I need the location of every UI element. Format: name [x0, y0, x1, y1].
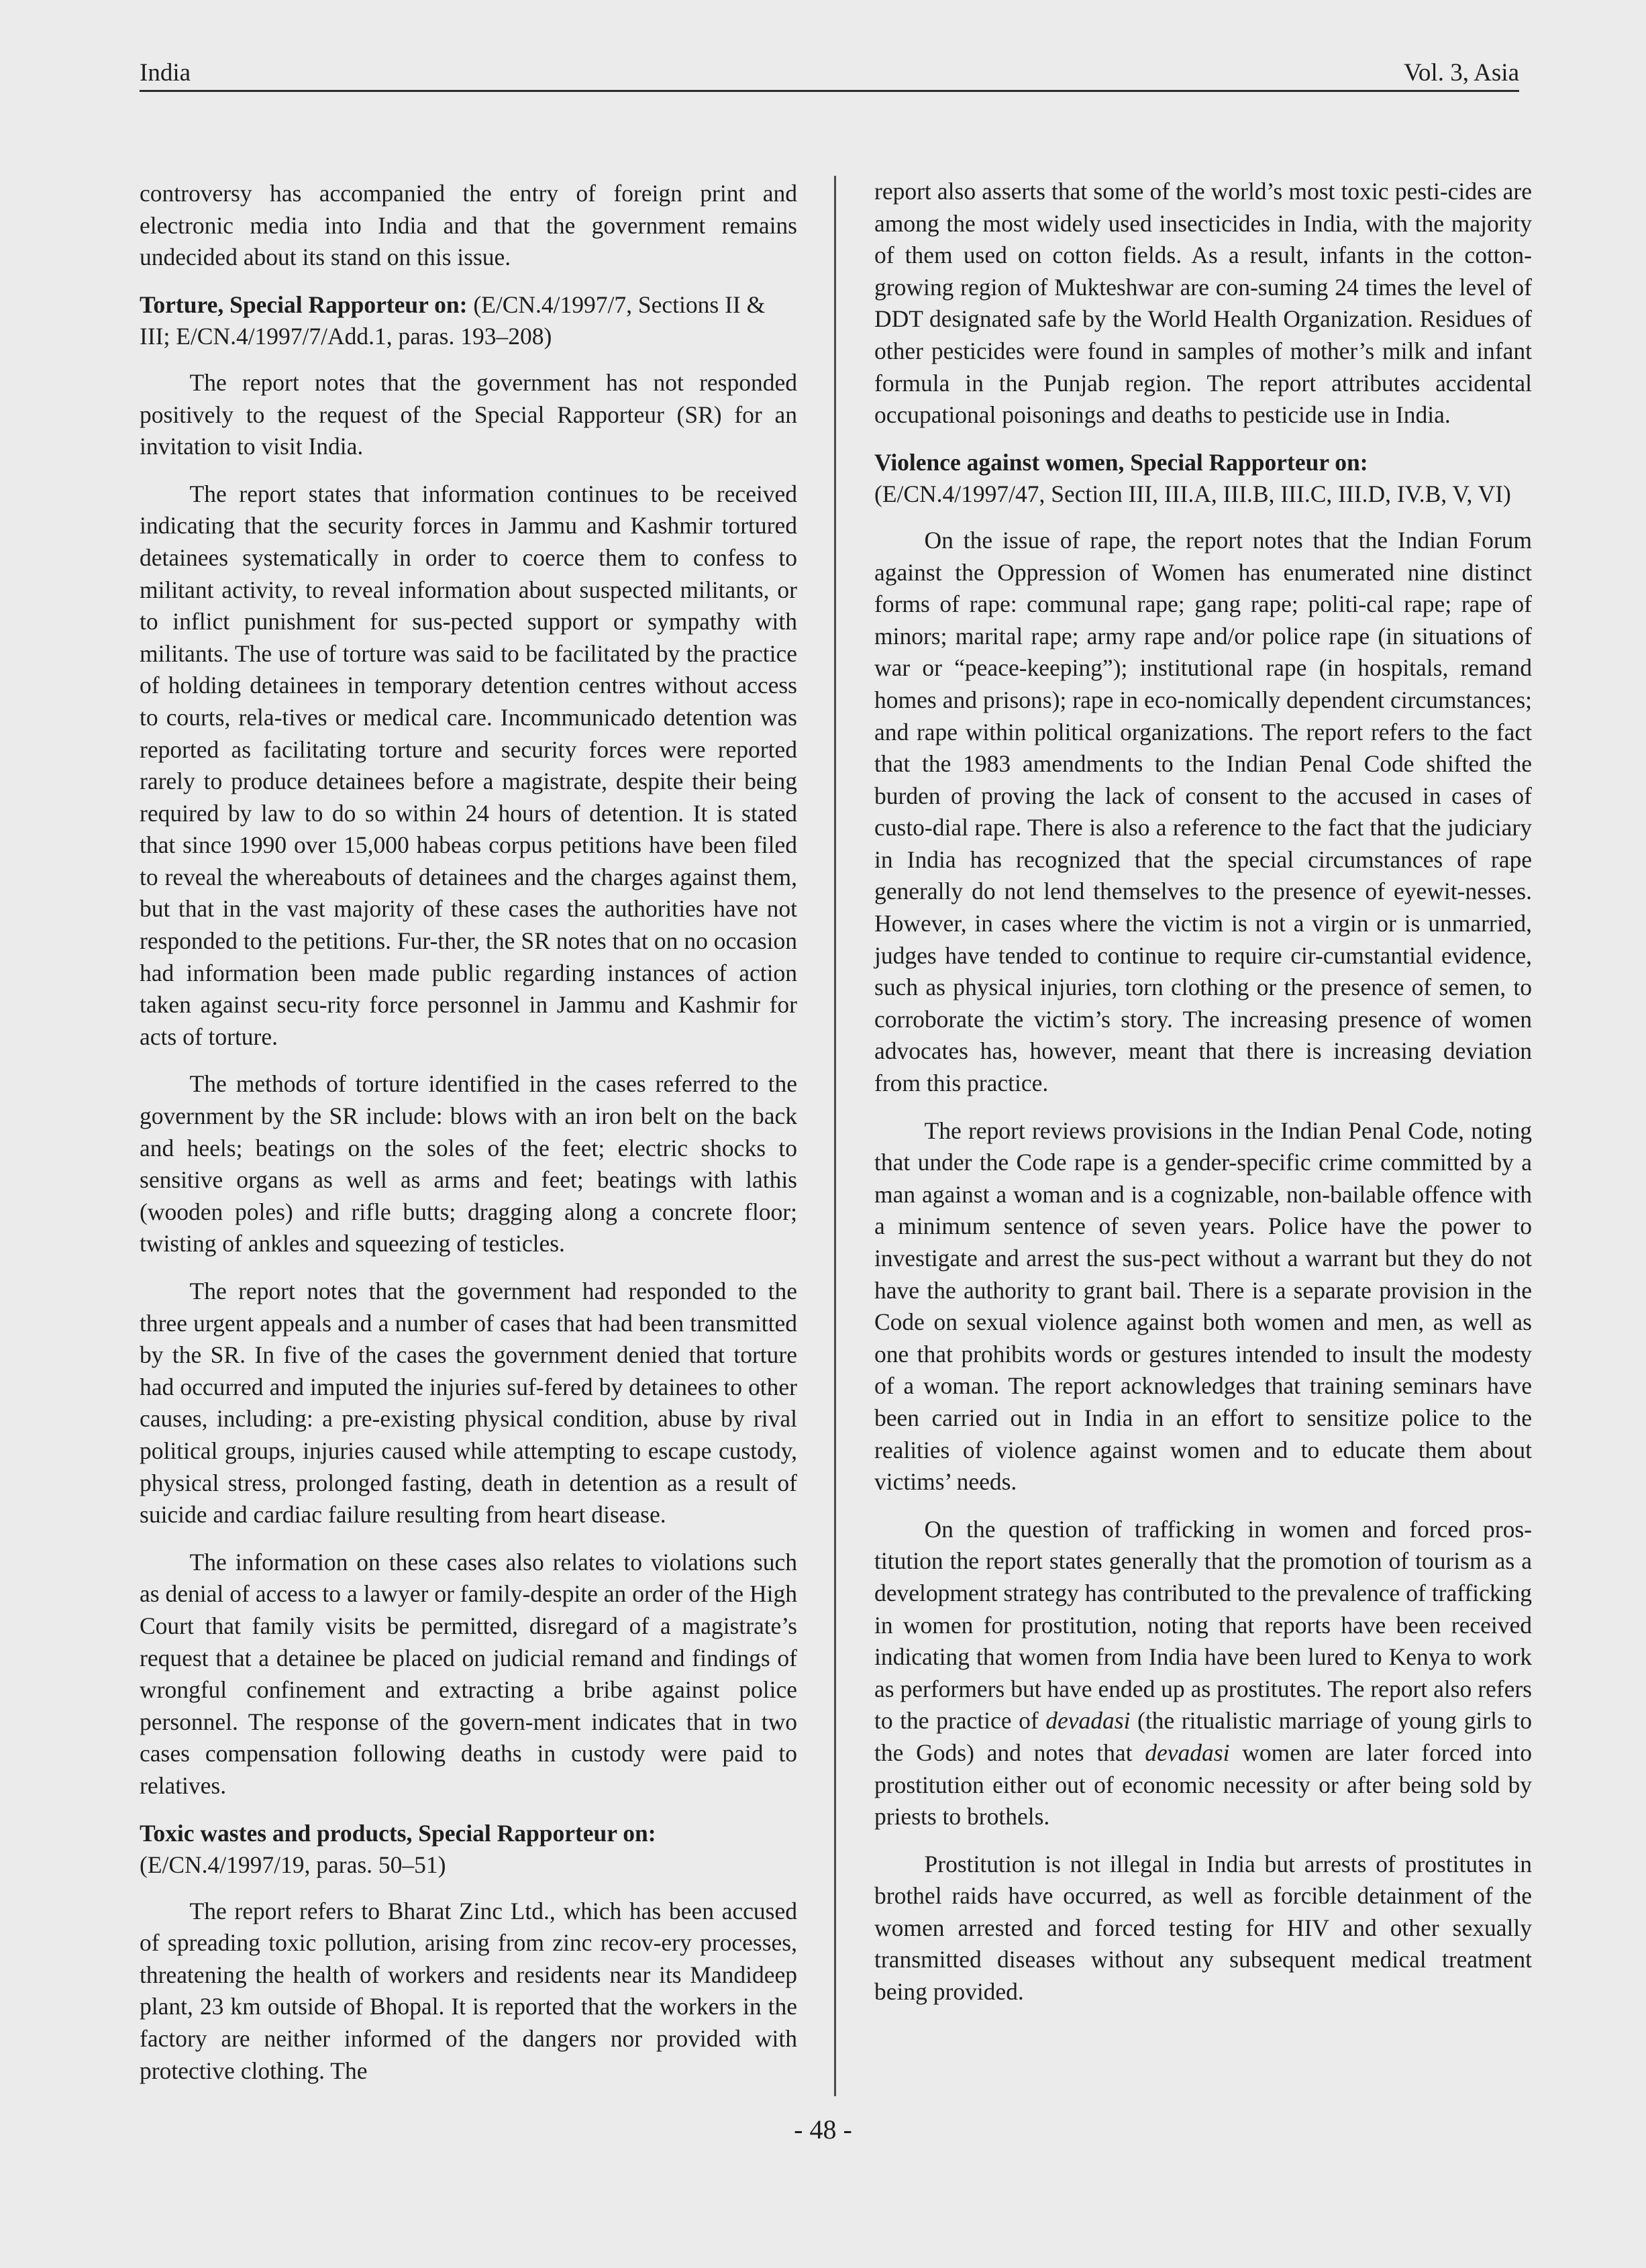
section-heading-torture: Torture, Special Rapporteur on: — [140, 291, 468, 318]
left-column — [140, 178, 797, 2102]
paragraph-government-response: The report notes that the government had responded to the three urgent appeals and a number of cases that had been transmitted by the SR. In five of the cases the government denied that torture had occurred and imputed the injuries suf-fered by detainees to other causes, including: a pre-existing physical condition, abuse by rival political groups, injuries caused while attempting to escape custody, physical stress, prolonged fasting, death in detention as a result of suicide and cardiac failure resulting from heart disease. — [140, 1278, 797, 1529]
section-toxic-wastes — [140, 1818, 797, 1882]
paragraph-bharat-zinc: The report refers to Bharat Zinc Ltd., which has been accused of spreading toxic pollution, arising from zinc recov-ery processes, threatening the health of workers and residents near its Mandideep plant, 23 km outside of Bhopal. It is reported that the workers in the factory are neither informed of the dangers nor provided with protective clothing. The — [140, 1897, 797, 2084]
section-reference-torture: (E/CN.4/1997/7, Sections II & III; E/CN.4/1997/7/Add.1, paras. 193–208) — [140, 291, 766, 350]
section-reference-toxic: (E/CN.4/1997/19, paras. 50–51) — [140, 1851, 446, 1879]
paragraph-pesticides: report also asserts that some of the world’s most toxic pesti-cides are among the most widely used insecticides in India, with the majority of them used on cotton fields. As a result, infants in the cotton-growing region of Mukteshwar are con-suming 24 times the level of DDT designated safe by the World Health Organization. Residues of other pesticides were found in samples of mother’s milk and infant formula in the Punjab region. The report attributes accidental occupational poisonings and deaths to pesticide use in India. — [874, 178, 1532, 429]
paragraph-torture-invitation: The report notes that the government has not responded positively to the request of the Special Rapporteur (SR) for an invitation to visit India. — [140, 368, 797, 460]
paragraph-torture-jammu-kashmir: The report states that information continues to be received indicating that the security forces in Jammu and Kashmir tortured detainees systematically in order to coerce them to confess to militant activity, to reveal information about suspected militants, or to inflict punishment for sus-pected support or sympathy with militants. The use of torture was said to be facilitated by the practice of holding detainees in temporary detention centres without access to courts, rela-tives or medical care. Incommunicado detention was reported as facilitating torture and security forces were reported rarely to produce detainees before a magistrate, despite their being required by law to do so within 24 hours of detention. It is stated that since 1990 over 15,000 habeas corpus petitions have been filed to reveal the whereabouts of detainees and the charges against them, but that in the vast majority of these cases the authorities have not responded to the petitions. Fur-ther, the SR notes that on no occasion had information been made public regarding instances of action taken against secu-rity force personnel in Jammu and Kashmir for acts of torture. — [140, 480, 797, 1050]
paragraph-rape-forms: On the issue of rape, the report notes that the Indian Forum against the Oppression of Women has enumerated nine distinct forms of rape: communal rape; gang rape; politi-cal rape; rape of minors; marital rape; army rape and/or police rape (in situations of war or “peace-keeping”); institutional rape (in hospitals, remand homes and prisons); rape in eco-nomically dependent circumstances; and rape within political organizations. The report refers to the fact that the 1983 amendments to the Indian Penal Code shifted the burden of proving the lack of consent to the accused in cases of custo-dial rape. There is also a reference to the fact that the judiciary in India has recognized that the special circumstances of rape generally do not lend themselves to the presence of eyewit-nesses. However, in cases where the victim is not a virgin or is unmarried, judges have tended to continue to require cir-cumstantial evidence, such as physical injuries, torn clothing or the presence of semen, to corroborate the victim’s story. The increasing presence of women advocates has, however, meant that there is increasing deviation from this practice. — [874, 526, 1532, 1097]
section-torture — [140, 289, 797, 353]
paragraph-media-controversy: controversy has accompanied the entry of foreign print and electronic media into India and that the government remains undecided about its stand on this issue. — [140, 180, 797, 271]
paragraph-violations: The information on these cases also relates to violations such as denial of access to a lawyer or family-despite an order of the High Court that family visits be permitted, disregard of a magistrate’s request that a detainee be placed on judicial remand and findings of wrongful confinement and extracting a bribe against police personnel. The response of the govern-ment indicates that in two cases compensation following deaths in custody were paid to relatives. — [140, 1548, 797, 1799]
right-column — [874, 176, 1532, 2024]
paragraph-torture-methods: The methods of torture identified in the cases referred to the government by the SR include: blows with an iron belt on the back and heels; beatings on the soles of the feet; electric shocks to sensitive organs as well as arms and feet; beatings with lathis (wooden poles) and rifle butts; dragging along a concrete floor; twisting of ankles and squeezing of testicles. — [140, 1070, 797, 1257]
paragraph-prostitution: Prostitution is not illegal in India but arrests of prostitutes in brothel raids have occurred, as well as forcible detainment of the women arrested and forced testing for HIV and other sexually transmitted diseases without any subsequent medical treatment being provided. — [874, 1850, 1532, 2006]
header-volume: Vol. 3, Asia — [1403, 59, 1519, 87]
page-number: - 48 - — [794, 2114, 852, 2145]
term-devadasi-2: devadasi — [1145, 1739, 1230, 1766]
section-heading-toxic: Toxic wastes and products, Special Rapporteur on: — [140, 1819, 656, 1847]
section-violence-against-women — [874, 447, 1532, 511]
header-country: India — [140, 59, 191, 87]
section-heading-violence: Violence against women, Special Rapporteur on: — [874, 448, 1368, 476]
paragraph-trafficking: On the question of trafficking in women and forced pros-titution the report states generally that the promotion of tourism as a development strategy has contributed to the prevalence of trafficking in women for prostitution, noting that reports have been received indicating that women from India have been lured to Kenya to work as performers but have ended up as prostitutes. The report also refers to the practice of devadasi (the ritualistic marriage of young girls to the Gods) and notes that devadasi women are later forced into prostitution either out of economic necessity or after being sold by priests to brothels. — [874, 1515, 1532, 1831]
term-devadasi: devadasi — [1045, 1707, 1131, 1735]
section-reference-violence: (E/CN.4/1997/47, Section III, III.A, III.B, III.C, III.D, IV.B, V, VI) — [874, 480, 1511, 508]
page-header — [140, 56, 1519, 92]
paragraph-penal-code: The report reviews provisions in the Indian Penal Code, noting that under the Code rape is a gender-specific crime committed by a man against a woman and is a cognizable, non-bailable offence with a minimum sentence of seven years. Police have the power to investigate and arrest the sus-pect without a warrant but they do not have the authority to grant bail. There is a separate provision in the Code on sexual violence against both women and men, as well as one that prohibits words or gestures intended to insult the modesty of a woman. The report acknowledges that training seminars have been carried out in India in an effort to sensitize police to the realities of violence against women and to educate them about victims’ needs. — [874, 1117, 1532, 1496]
column-divider — [834, 176, 836, 2096]
